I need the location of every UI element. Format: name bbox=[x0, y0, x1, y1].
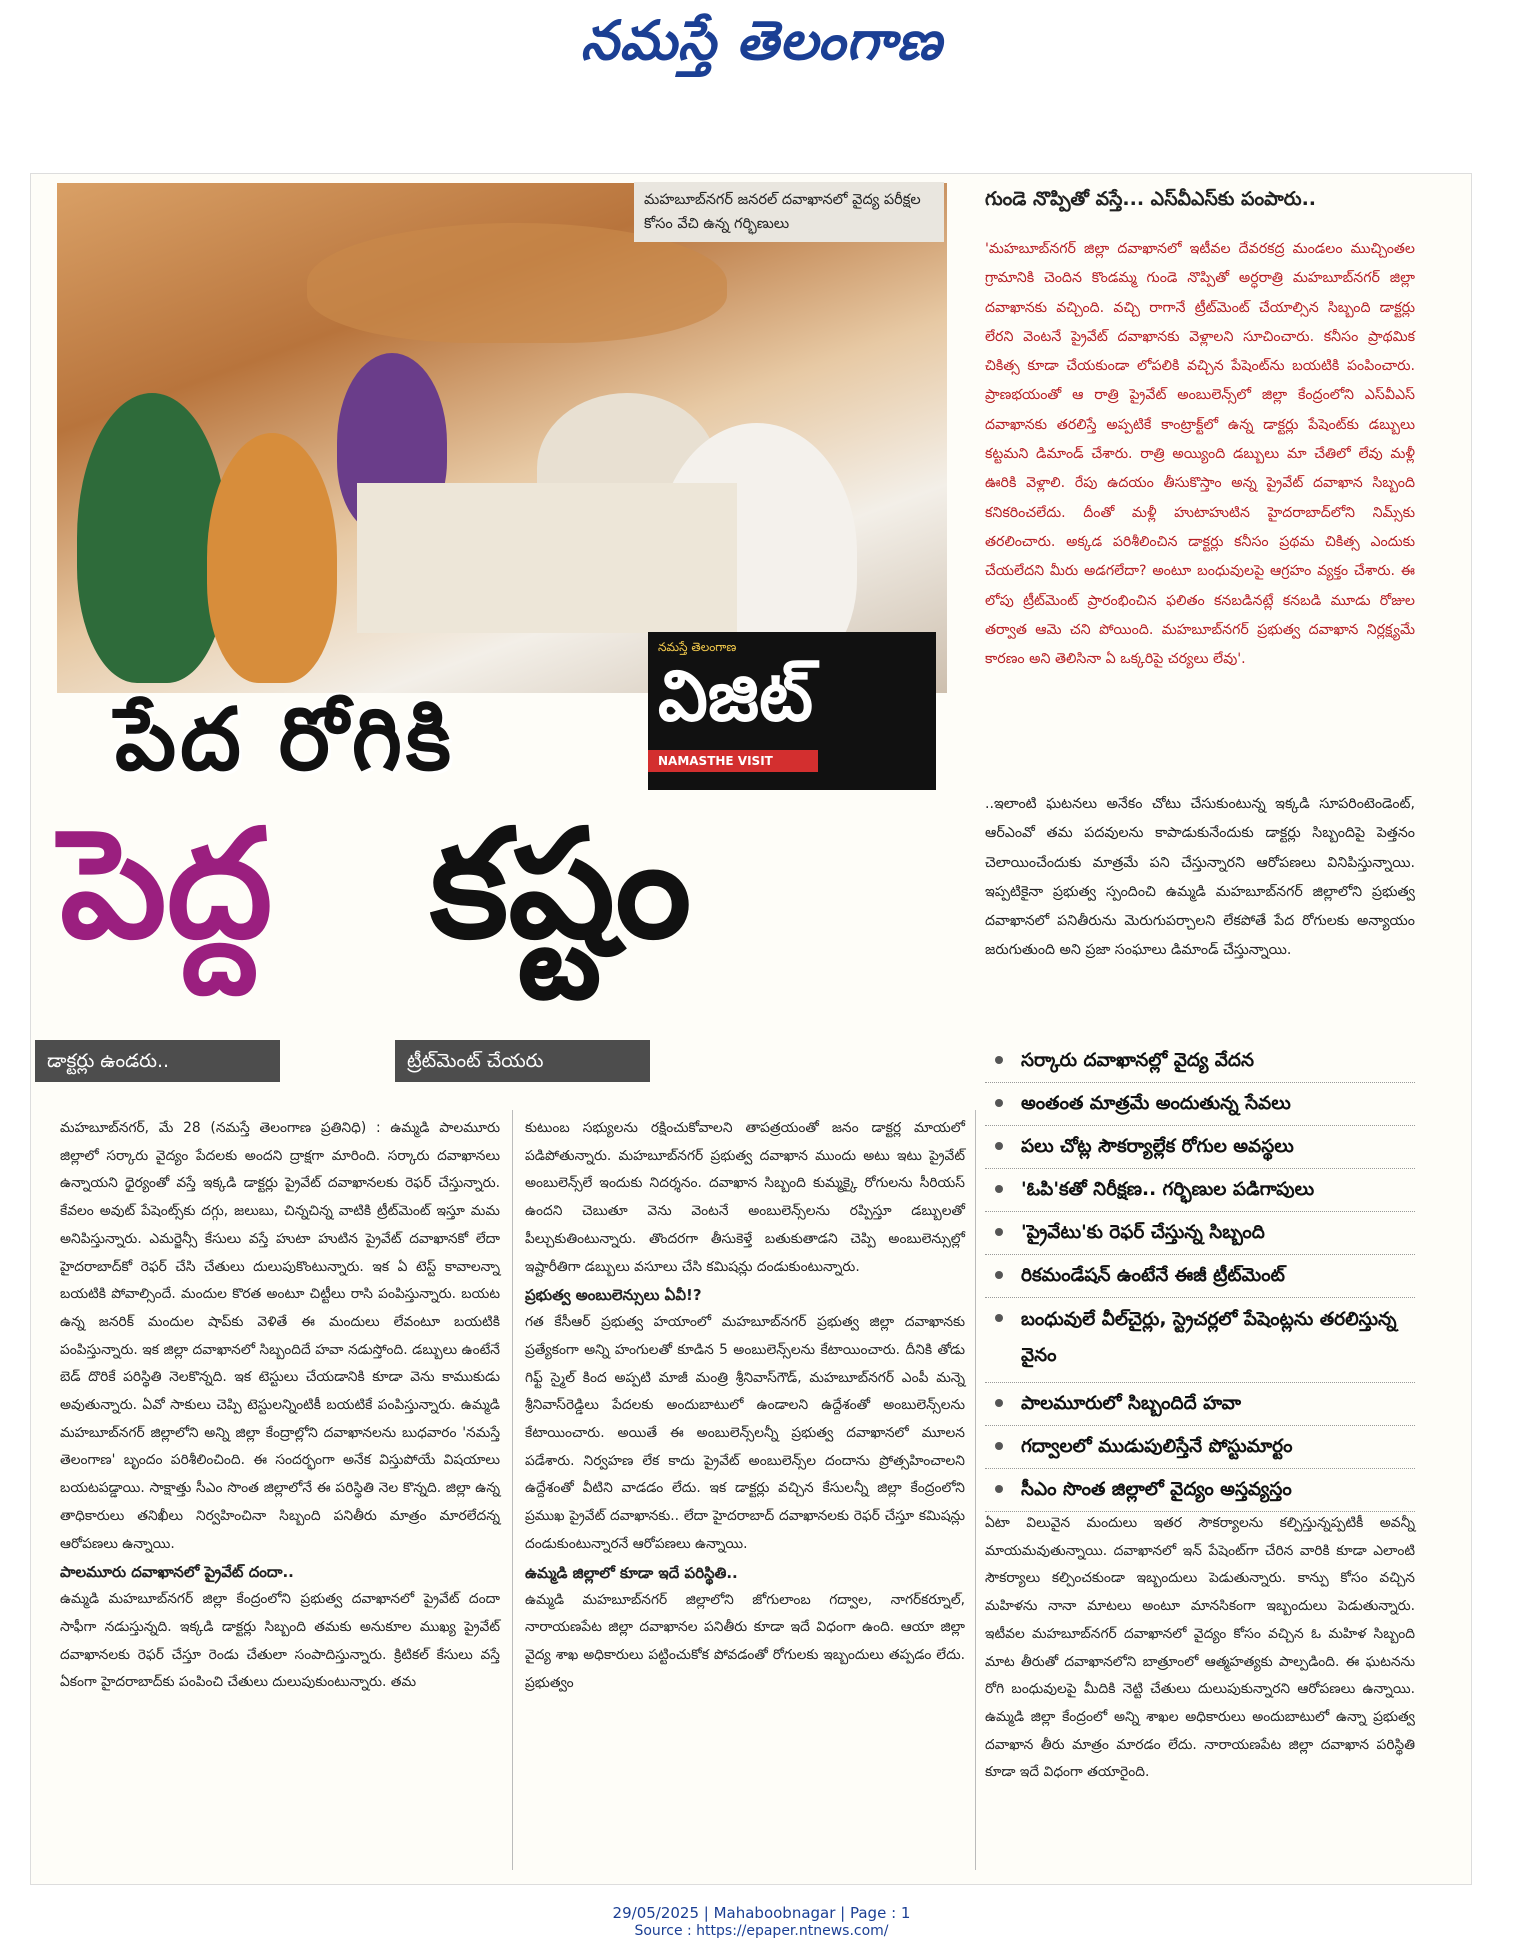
article-paragraph: గత కేసీఆర్ ప్రభుత్వ హయాంలో మహబూబ్‌నగర్ ప్రభుత్వ జిల్లా దవాఖానకు ప్రత్యేకంగా అన్ని హంగులతో కూడిన 5 అంబులెన్స్‌లను కేటాయించారు. దీనికి తోడు గిఫ్ట్ స్మైల్ కింద అప్పటి మాజీ మంత్రి శ్రీనివాస్‌గౌడ్, మహబూబ్‌నగర్ ఎంపీ మన్నె శ్రీనివాస్‌రెడ్డిలు పేదలకు అందుబాటులో ఉండాలని ఉద్దేశంతో అంబులెన్స్‌లను కేటాయించారు. అయితే ఈ అంబులెన్స్‌లన్నీ ప్రభుత్వ దవాఖానలో మూలన పడేశారు. నిర్వహణ లేక కాదు ప్రైవేట్ అంబులెన్స్‌ల దందాను ప్రోత్సహించాలని ఉద్దేశంతో వీటిని వాడడం లేదు. ఇక డాక్టర్లు వచ్చిన కేసులన్నీ జిల్లా కేంద్రంలోని ప్రముఖ ప్రైవేట్ దవాఖానకు.. లేదా హైదరాబాద్ దవాఖానలకు రెఫర్ చేస్తూ కమిషన్లు దండుకుంటున్నారనే ఆరోపణలు ఉన్నాయి. bbox=[525, 1314, 965, 1552]
visit-badge-bar: NAMASTHE VISIT bbox=[648, 750, 818, 772]
highlights-list bbox=[985, 1040, 1415, 1512]
photo-caption: మహబూబ్‌నగర్ జనరల్ దవాఖానలో వైద్య పరీక్షల కోసం వేచి ఉన్న గర్భిణులు bbox=[634, 182, 944, 242]
visit-badge-title: విజిట్ bbox=[658, 655, 813, 737]
article-paragraph: మహబూబ్‌నగర్, మే 28 (నమస్తే తెలంగాణ ప్రతినిధి) : ఉమ్మడి పాలమూరు జిల్లాలో సర్కారు వైద్యం పేదలకు అందని ద్రాక్షగా మారింది. సర్కారు దవాఖానలు ఉన్నాయని ధైర్యంతో వస్తే ఇక్కడి డాక్టర్లు ప్రైవేట్ దవాఖానలకు రెఫర్ చేస్తున్నారు. కేవలం అవుట్ పేషెంట్స్‌కు దగ్గు, జలుబు, చిన్నచిన్న వాటికి ట్రీట్‌మెంట్ ఇస్తూ మమ అనిపిస్తున్నారు. ఎమర్జెన్సీ కేసులు వస్తే హుటా హుటిన ప్రైవేట్ దవాఖానకో లేదా హైదరాబాద్‌కో రెఫర్ చేసి చేతులు దులుపుకొంటున్నారు. ఇక ఏ టెస్ట్ కావాలన్నా బయటికి పోవాల్సిందే. మందుల కొరత అంటూ చిట్టీలు రాసి పంపిస్తున్నారు. బయట ఉన్న జనరిక్ మందుల షాప్‌కు వెళితే ఈ మందులు లేవంటూ బయటికి పంపిస్తున్నారు. ఇక జిల్లా దవాఖానలో సిబ్బందిదే హవా నడుస్తోంది. డబ్బులు ఉంటేనే బెడ్ దొరికే పరిస్థితి నెలకొన్నది. ఇక టెస్టులు చేయడానికి కూడా వెను కాముకుడు అవుతున్నారు. ఏవో సాకులు చెప్పి టెస్టులన్నింటికీ బయటికే పంపిస్తున్నారు. ఉమ్మడి మహబూబ్‌నగర్ జిల్లాలోని అన్ని జిల్లా కేంద్రాల్లోని దవాఖానలను బుధవారం 'నమస్తే తెలంగాణ' బృందం పరిశీలించింది. ఈ సందర్భంగా అనేక విస్తుపోయే విషయాలు బయటపడ్డాయి. సాక్షాత్తు సీఎం సొంత జిల్లాలోనే ఈ పరిస్థితి నెల కొన్నది. జిల్లా ఉన్న తాధికారులు తనిఖీలు నిర్వహించినా సిబ్బంది పనితీరు మాత్రం మారలేదన్న ఆరోపణలు ఉన్నాయి. bbox=[60, 1120, 500, 1552]
masthead-logo: నమస్తే తెలంగాణ bbox=[580, 8, 943, 72]
article-subheading: ప్రభుత్వ అంబులెన్సులు ఏవీ!? bbox=[525, 1286, 702, 1305]
footer-source-link[interactable]: Source : https://epaper.ntnews.com/ bbox=[634, 1923, 889, 1939]
article-subheading: పాలమూరు దవాఖానలో ప్రైవేట్ దందా.. bbox=[60, 1563, 294, 1582]
highlight-item: 'ప్రైవేటు'కు రెఫర్ చేస్తున్న సిబ్బంది bbox=[985, 1212, 1415, 1255]
headline-line1: పేద రోగికి bbox=[115, 690, 455, 790]
headline-line2-purple: పెద్ద bbox=[60, 798, 273, 972]
highlight-item: రికమండేషన్ ఉంటేనే ఈజీ ట్రీట్‌మెంట్ bbox=[985, 1255, 1415, 1298]
visit-badge-brand: నమస్తే తెలంగాణ bbox=[658, 640, 737, 654]
highlight-item: బంధువులే వీల్‌చైర్లు, స్ట్రెచర్లలో పేషెంట్లను తరలిస్తున్న వైనం bbox=[985, 1298, 1415, 1383]
article-paragraph: కుటుంబ సభ్యులను రక్షించుకోవాలని తాపత్రయంతో జనం డాక్టర్ల మాయలో పడిపోతున్నారు. మహబూబ్‌నగర్ ప్రభుత్వ దవాఖాన ముందు అటు ఇటు ప్రైవేట్ అంబులెన్స్‌లే ఇందుకు నిదర్శనం. దవాఖాన సిబ్బంది కుమ్మక్కై రోగులను సీరియస్ ఉందని చెబుతూ వెను వెంటనే అంబులెన్స్‌లను రప్పిస్తూ డబ్బులతో పీల్చుకుతింటున్నారు. తొందరగా తీసుకెళ్తే బతుకుతాడని చెప్పి అంబులెన్సుల్లో ఇష్టారీతిగా డబ్బులు వసూలు చేసి కమిషన్లు దండుకుంటున్నారు. bbox=[525, 1120, 965, 1275]
highlight-item: 'ఓపి'కతో నిరీక్షణ.. గర్భిణుల పడిగాపులు bbox=[985, 1169, 1415, 1212]
highlight-item: గద్వాలలో ముడుపులిస్తేనే పోస్టుమార్టం bbox=[985, 1426, 1415, 1469]
article-column-1 bbox=[60, 1115, 500, 1697]
namasthe-visit-badge bbox=[648, 632, 936, 790]
highlight-item: సర్కారు దవాఖానల్లో వైద్య వేదన bbox=[985, 1040, 1415, 1083]
footer-date-line: 29/05/2025 | Mahaboobnagar | Page : 1 bbox=[612, 1904, 911, 1922]
sidebar-story: ..ఇలాంటి ఘటనలు అనేకం చోటు చేసుకుంటున్న ఇక్కడి సూపరింటెండెంట్, ఆర్‌ఎంవో తమ పదవులను కాపాడుకునేందుకు డాక్టర్లు సిబ్బందిపై పెత్తనం చెలాయించేందుకు మాత్రమే పని చేస్తున్నారని ఆరోపణలు వినిపిస్తున్నాయి. ఇప్పటికైనా ప్రభుత్వ స్పందించి ఉమ్మడి మహబూబ్‌నగర్ జిల్లాలోని ప్రభుత్వ దవాఖానలో పనితీరును మెరుగుపర్చాలని లేకపోతే పేద రోగులకు అన్యాయం జరుగుతుంది అని ప్రజా సంఘాలు డిమాండ్ చేస్తున్నాయి. bbox=[985, 796, 1415, 959]
sidebar-red-story: 'మహబూబ్‌నగర్ జిల్లా దవాఖానలో ఇటీవల దేవరకద్ర మండలం ముచ్చింతల గ్రామానికి చెందిన కొండమ్మ గుండె నొప్పితో అర్ధరాత్రి మహబూబ్‌నగర్ జిల్లా దవాఖానకు వచ్చింది. వచ్చి రాగానే ట్రీట్‌మెంట్ చేయాల్సిన సిబ్బంది డాక్టర్లు లేరని వెంటనే ప్రైవేట్ దవాఖానకు వెళ్లాలని సూచించారు. కనీసం ప్రాథమిక చికిత్స కూడా చేయకుండా లోపలికి వచ్చిన పేషెంట్‌ను బయటికి పంపించారు. ప్రాణభయంతో ఆ రాత్రి ప్రైవేట్ అంబులెన్స్‌లో జిల్లా కేంద్రంలోని ఎస్‌వీఎస్ దవాఖానకు తరలిస్తే అప్పటికే కాంట్రాక్ట్‌లో ఉన్న డాక్టర్లు పేషెంట్‌కు డబ్బులు కట్టమని డిమాండ్ చేశారు. రాత్రి అయ్యింది డబ్బులు మా చేతిలో లేవు మళ్లీ ఊరికి వెళ్లాలి. రేపు ఉదయం తీసుకొస్తాం అన్న ప్రైవేట్ దవాఖాన సిబ్బంది కనికరించలేదు. దీంతో మళ్లీ హుటాహుటిన హైదరాబాద్‌లోని నిమ్స్‌కు తరలించారు. అక్కడ పరిశీలించిన డాక్టర్లు కనీసం ప్రథమ చికిత్స ఎందుకు చేయలేదని మీరు అడగలేదా? అంటూ బంధువులపై ఆగ్రహం వ్యక్తం చేశారు. ఈ లోపు ట్రీట్‌మెంట్ ప్రారంభించిన ఫలితం కనబడినట్లే కనబడి మూడు రోజుల తర్వాత ఆమె చని పోయింది. మహబూబ్‌నగర్ ప్రభుత్వ దవాఖాన నిర్లక్ష్యమే కారణం అని తెలిసినా ఏ ఒక్కరిపై చర్యలు లేవు'. bbox=[985, 241, 1415, 668]
article-paragraph: ఉమ్మడి మహబూబ్‌నగర్ జిల్లా కేంద్రంలోని ప్రభుత్వ దవాఖానలో ప్రైవేట్ దందా సాఫీగా నడుస్తున్నది. ఇక్కడి డాక్టర్లు సిబ్బంది తమకు అనుకూల ముఖ్య ప్రైవేట్ దవాఖానలకు రెఫర్ చేస్తూ రెండు చేతులా సంపాదిస్తున్నారు. క్రిటికల్ కేసులు వస్తే ఏకంగా హైదరాబాద్‌కు పంపించి చేతులు దులుపుకుంటున్నారు. తమ bbox=[60, 1591, 500, 1691]
highlight-item: పాలమూరులో సిబ్బందిదే హవా bbox=[985, 1383, 1415, 1426]
article-paragraph: ఉమ్మడి మహబూబ్‌నగర్ జిల్లాలోని జోగులాంబ గద్వాల, నాగర్‌కర్నూల్, నారాయణపేట జిల్లా దవాఖానల పనితీరు కూడా ఇదే విధంగా ఉంది. ఆయా జిల్లా వైద్య శాఖ అధికారులు పట్టించుకోక పోవడంతో రోగులకు ఇబ్బందులు తప్పడం లేదు. ప్రభుత్వం bbox=[525, 1591, 965, 1691]
article-paragraph: ఏటా విలువైన మందులు ఇతర సౌకర్యాలను కల్పిస్తున్నప్పటికీ అవన్నీ మాయమవుతున్నాయి. దవాఖానలో ఇన్ పేషెంట్‌గా చేరిన వారికి కూడా ఎలాంటి సౌకర్యాలు కల్పించకుండా ఇబ్బందులు పెడుతున్నారు. కాన్పు కోసం వచ్చిన మహిళను నానా మాటలు అంటూ మానసికంగా ఇబ్బందులు పెడుతున్నారు. ఇటీవల మహబూబ్‌నగర్ దవాఖానలో వైద్యం కోసం వచ్చిన ఓ మహిళ సిబ్బంది మాట తీరుతో దవాఖానలోని బాత్రూంలో ఆత్మహత్యకు పాల్పడింది. ఈ ఘటనను రోగి బంధువులపై మీదికి నెట్టి చేతులు దులుపుకున్నారని ఆరోపణలు ఉన్నాయి. ఉమ్మడి జిల్లా కేంద్రంలో అన్ని శాఖల అధికారులు అందుబాటులో ఉన్నా ప్రభుత్వ దవాఖాన తీరు మాత్రం మారడం లేదు. నారాయణపేట జిల్లా దవాఖాన పరిస్థితి కూడా ఇదే విధంగా తయారైంది. bbox=[985, 1515, 1415, 1781]
highlight-item: పలు చోట్ల సౌకర్యాల్లేక రోగుల అవస్థలు bbox=[985, 1126, 1415, 1169]
headline-line2-black: కష్టం bbox=[430, 798, 692, 972]
highlight-item: అంతంత మాత్రమే అందుతున్న సేవలు bbox=[985, 1083, 1415, 1126]
subheadline-left: డాక్టర్లు ఉండరు.. bbox=[35, 1040, 280, 1082]
subheadline-right: ట్రీట్‌మెంట్ చేయరు bbox=[395, 1040, 650, 1082]
highlight-item: సీఎం సొంత జిల్లాలో వైద్యం అస్తవ్యస్తం bbox=[985, 1469, 1415, 1512]
sidebar-title: గుండె నొప్పితో వస్తే... ఎస్‌వీఎస్‌కు పంపారు.. bbox=[985, 188, 1316, 210]
article-subheading: ఉమ్మడి జిల్లాలో కూడా ఇదే పరిస్థితి.. bbox=[525, 1563, 738, 1582]
article-column-2 bbox=[525, 1115, 965, 1697]
article-column-3 bbox=[985, 1510, 1415, 1787]
hospital-photo bbox=[57, 183, 947, 693]
